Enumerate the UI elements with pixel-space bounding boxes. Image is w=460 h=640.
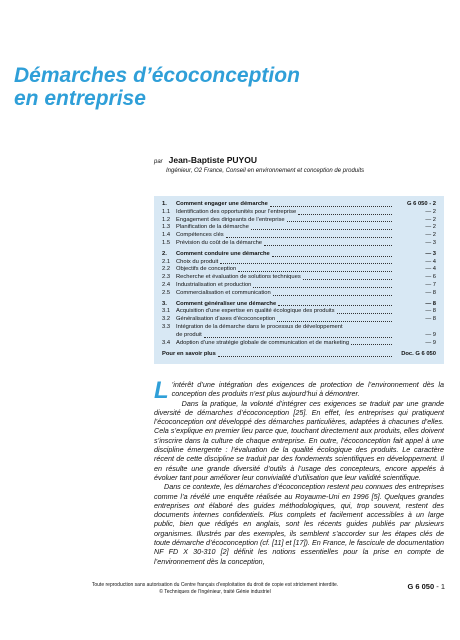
toc-leader-dots	[238, 271, 392, 272]
toc-entry-row	[162, 308, 436, 316]
toc-number: 2.1	[162, 258, 171, 265]
toc-leader-dots	[303, 279, 392, 280]
toc-leader-dots	[220, 263, 392, 264]
toc-number: 1.4	[162, 232, 171, 239]
toc-entry-continuation	[162, 332, 436, 340]
toc-page: — 3	[425, 239, 436, 246]
toc-entry-row	[162, 259, 436, 267]
toc-page: Doc. G 6 050	[401, 351, 436, 358]
footer-publisher-line: © Techniques de l’Ingénieur, traité Génie industriel	[159, 588, 271, 595]
toc-entry-row	[162, 240, 436, 248]
toc-label: Intégration de la démarche dans le processus de développement	[176, 323, 343, 330]
toc-leader-dots	[351, 344, 392, 345]
toc-page: — 2	[425, 216, 436, 223]
toc-page: — 8	[425, 300, 436, 307]
toc-page: — 8	[425, 308, 436, 315]
toc-leader-dots	[264, 245, 392, 246]
toc-entry-row	[162, 232, 436, 240]
toc-number: 1.5	[162, 239, 171, 246]
toc-number: 1.3	[162, 224, 171, 231]
toc-label: Acquisition d’une expertise en qualité écologique des produits	[176, 308, 335, 315]
toc-label: Adoption d’une stratégie globale de communication et de marketing	[176, 339, 350, 346]
toc-page: — 8	[425, 316, 436, 323]
toc-leader-dots	[251, 229, 392, 230]
toc-leader-dots	[253, 287, 392, 288]
body-text	[154, 377, 444, 566]
footer-copyright-line: Toute reproduction sans autorisation du Centre français d’exploitation du droit de copie est strictement interdite.	[91, 582, 339, 588]
toc-label: Compétences clés	[176, 232, 224, 239]
toc-label: Choix du produit	[176, 258, 219, 265]
author-name: Jean-Baptiste PUYOU	[168, 155, 257, 165]
toc-label: Prévision du coût de la démarche	[176, 239, 263, 246]
toc-label: Commercialisation et communication	[176, 289, 271, 296]
toc-label: Généralisation d’axes d’écoconception	[176, 316, 276, 323]
page-reference	[385, 582, 445, 591]
toc-label: Engagement des dirigeants de l’entreprise	[176, 216, 285, 223]
toc-label: Pour en savoir plus	[162, 351, 216, 358]
toc-further-reading-row	[162, 351, 436, 359]
toc-number: 3.2	[162, 316, 171, 323]
toc-entry-row	[162, 217, 436, 225]
toc-number: 2.3	[162, 274, 171, 281]
toc-number: 3.1	[162, 308, 171, 315]
body-paragraph-1	[154, 377, 444, 404]
toc-leader-dots	[278, 305, 392, 306]
toc-number: 2.2	[162, 266, 171, 273]
page-number: - 1	[434, 582, 445, 591]
toc-number: 3.	[162, 300, 167, 307]
toc-leader-dots	[298, 214, 392, 215]
toc-number: 2.	[162, 250, 167, 257]
toc-number: 2.4	[162, 281, 171, 288]
toc-leader-dots	[272, 256, 392, 257]
toc-page: — 9	[425, 331, 436, 338]
body-paragraph-1-text: ’intérêt d’une intégration des exigences de protection de l’environnement dès la conception des produits n’est plus aujourd’hui à démontrer.	[171, 380, 444, 399]
toc-label: Objectifs de conception	[176, 266, 237, 273]
toc-page: — 8	[425, 289, 436, 296]
toc-label: Identification des opportunités pour l’entreprise	[176, 208, 297, 215]
toc-number: 1.	[162, 201, 167, 207]
body-paragraph-3: Dans ce contexte, les démarches d’écoconception restent peu connues des entreprises comme l’a révélé une enquête réalisée au Royaume-Uni en 1996 [5]. Quelques grandes entreprises ont élaboré des guides méthodologiques, qui, trop souvent, restent des documents internes confidentiels. Plus complets et facilement accessibles à un large public, bien que rédigés en anglais, sont les récents guides publiés par plusieurs organismes. Illustrés par des exemples, ils semblent s’accorder sur les étapes clés de toute démarche d’écoconception (cf. [11] et [17]). En France, le fascicule de documentation NF FD X 30-310 [2] définit les notions essentielles pour la prise en compte de l’environnement dès la conception,	[154, 482, 444, 566]
toc-entry-row	[162, 324, 436, 332]
toc-entry-row	[162, 316, 436, 324]
toc-number: 3.3	[162, 323, 171, 330]
toc-number: 3.4	[162, 339, 171, 346]
toc-page: — 2	[425, 224, 436, 231]
toc-section-row	[162, 201, 436, 209]
toc-page: — 2	[425, 232, 436, 239]
title-line-1: Démarches d’écoconception	[14, 64, 300, 87]
toc-leader-dots	[287, 221, 392, 222]
toc-section-row	[162, 251, 436, 259]
toc-number: 1.2	[162, 216, 171, 223]
toc-entry-row	[162, 266, 436, 274]
toc-label: Comment conduire une démarche	[176, 250, 270, 257]
drop-cap: L	[154, 377, 169, 404]
toc-entry-row	[162, 290, 436, 298]
table-of-contents	[154, 196, 444, 364]
toc-label: Recherche et évaluation de solutions techniques	[176, 274, 301, 281]
toc-page: — 4	[425, 266, 436, 273]
toc-label: Industrialisation et production	[176, 281, 252, 288]
author-by: par	[154, 159, 163, 165]
toc-page: — 6	[425, 274, 436, 281]
toc-entry-row	[162, 274, 436, 282]
body-paragraph-2: Dans la pratique, la volonté d’intégrer ces exigences se traduit par une grande diversité de démarches d’écoconception [25]. En effet, les entreprises qui pratiquent l’écoconception ont développé des démarches particulières, adaptées à chacunes d’elles. Cela s’explique en premier lieu parce que, touchant directement aux produits, elles doivent s’inscrire dans la culture de chaque entreprise. En outre, l’écoconception fait appel à une discipline émergente : l’évaluation de la qualité écologique des produits. Le caractère récent de cette discipline se traduit par des fondements scientifiques en développement. Il en résulte une grande diversité d’outils à l’usage des concepteurs, encore appelés à évoluer tant pour améliorer leur convivialité d’utilisation que leur validité scientifique.	[154, 398, 444, 482]
toc-entry-row	[162, 224, 436, 232]
toc-section-row	[162, 301, 436, 309]
toc-leader-dots	[273, 295, 392, 296]
toc-leader-dots	[218, 356, 392, 357]
toc-entry-row	[162, 282, 436, 290]
title-line-2: en entreprise	[14, 87, 146, 110]
toc-number: 1.1	[162, 208, 171, 215]
toc-entry-row	[162, 209, 436, 217]
page-code: G 6 050	[407, 582, 435, 591]
toc-leader-dots	[277, 321, 392, 322]
toc-page: — 7	[425, 281, 436, 288]
author-block	[154, 156, 444, 176]
toc-page: — 2	[425, 208, 436, 215]
toc-leader-dots	[270, 206, 392, 207]
toc-entry-row	[162, 340, 436, 348]
toc-leader-dots	[204, 337, 392, 338]
toc-label: Planification de la démarche	[176, 224, 249, 231]
toc-page: — 3	[425, 250, 436, 257]
toc-page: — 4	[425, 258, 436, 265]
toc-page: G 6 050 - 2	[406, 201, 436, 207]
footer-notice	[40, 582, 390, 595]
toc-label-continuation: de produit	[176, 331, 202, 338]
toc-leader-dots	[226, 237, 392, 238]
toc-leader-dots	[337, 313, 392, 314]
document-title	[14, 64, 444, 110]
toc-number: 2.5	[162, 289, 171, 296]
toc-page: — 9	[425, 339, 436, 346]
toc-label: Comment généraliser une démarche	[176, 300, 277, 307]
author-role: Ingénieur, O2 France, Conseil en environnement et conception de produits	[166, 168, 365, 174]
toc-label: Comment engager une démarche	[176, 201, 268, 207]
